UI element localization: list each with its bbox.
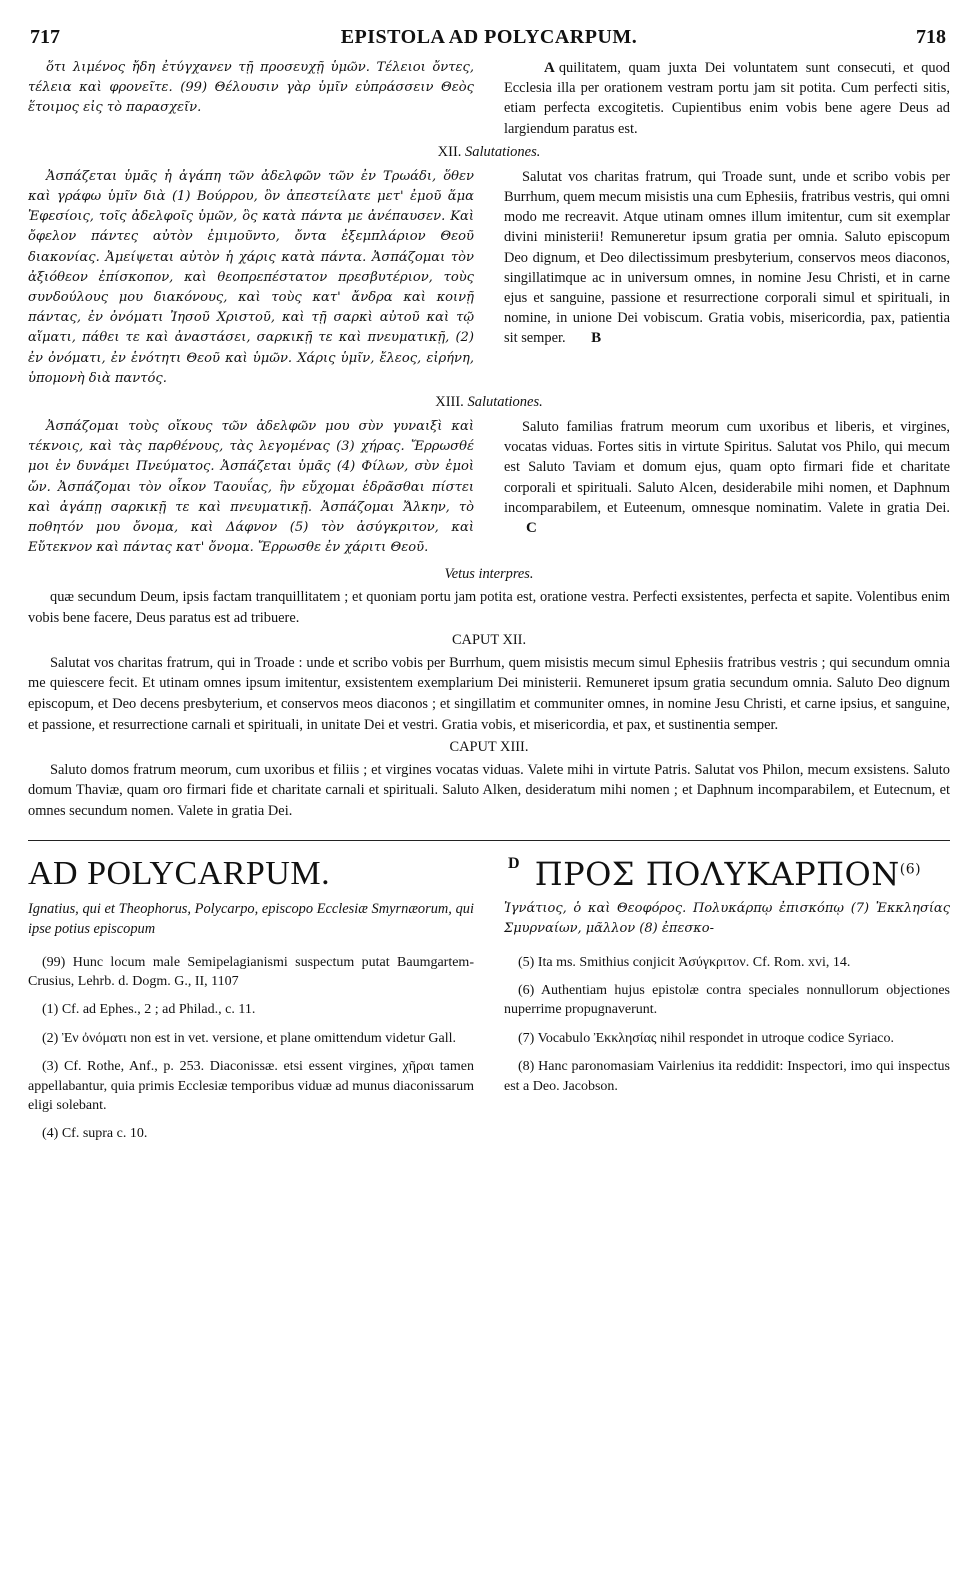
latin-column-xii xyxy=(504,167,950,389)
footnotes xyxy=(28,953,950,1153)
latin-column-top xyxy=(504,58,950,139)
footnote: (99) Hunc locum male Semipelagianismi suspectum putat Baumgartem-Crusius, Lehrb. d. Dogm. G., II, 1107 xyxy=(28,954,474,989)
running-title: EPISTOLA AD POLYCARPUM. xyxy=(340,26,638,48)
page-number-right: 718 xyxy=(916,26,946,48)
section-xiii-columns xyxy=(28,417,950,558)
greek-text: Ἀσπάζομαι τοὺς οἴκους τῶν ἀδελφῶν μου σὺν γυναιξὶ καὶ τέκνοις, καὶ τὰς παρθένους, τὰς λεγομένας (3) χήρας. Ἔρρωσθέ μοι ἐν δυνάμει Πνεύματος. Ἀσπάζεται ὑμᾶς (4) Φίλων, σὺν ἐμοὶ ὤν. Ἀσπάζομαι τὸν οἶκον Ταουΐας, ἣν εὔχομαι ἑδρᾶσθαι πίστει καὶ ἀγάπῃ σαρκικῇ τε καὶ πνευματικῇ. Ἀσπάζομαι Ἄλκην, τὸ ποθητόν μου ὄνομα, καὶ Δάφνον (5) τὸν ἀσύγκριτον, καὶ Εὔτεκνον καὶ πάντας κατ' ὄνομα. Ἔρρωσθε ἐν χάριτι Θεοῦ. xyxy=(28,419,474,556)
section-heading-xiii: XIII. Salutationes. xyxy=(435,394,543,411)
greek-text: ὅτι λιμένος ἤδη ἐτύγχανεν τῇ προσευχῇ ὑμῶν. Τέλειοι ὄντες, τέλεια καὶ φρονεῖτε. (99) Θέλουσιν γὰρ ὑμῖν εὐπράσσειν Θεὸς ἕτοιμος εἰς τὸ παρασχεῖν. xyxy=(28,60,474,116)
margin-marker: C xyxy=(526,520,537,537)
greek-column-xii xyxy=(28,167,474,389)
intro-columns xyxy=(28,893,950,953)
greek-column-top xyxy=(28,58,474,139)
footnotes-right xyxy=(504,953,950,1153)
latin-text: A quilitatem, quam juxta Dei voluntatem sunt consecuti, et quod Ecclesia illa per orationem vestram portu jam sit potita. Cum perfecti sitis, etiam perfecta excogitetis. Cupientibus enim vobis bene agere Deus ad largiendum paratus est. xyxy=(504,60,950,137)
latin-epistle-title: AD POLYCARPUM. xyxy=(28,854,331,892)
footnotes-left xyxy=(28,953,474,1153)
section-heading-xii: XII. Salutationes. xyxy=(437,143,541,160)
margin-marker: B xyxy=(591,330,602,347)
latin-column-xiii xyxy=(504,417,950,558)
margin-marker: A xyxy=(544,60,555,76)
latin-text: Salutat vos charitas fratrum, qui Troade sunt, unde et scribo vobis per Burrhum, quem mecum misistis una cum Ephesiis, fratribus vestris, qui omni modo me recreavit. Atque utinam omnes illum imitentur, cum sit exemplar divini ministerii! Remuneretur ipsum gratia per omnia. Saluto episcopum Deo dignum, et Deo dilectissimum presbyterium, conservos meos diaconos, singillatimque ac in universum omnes, in nomine Jesu Christi, et in carne ejus et sanguine, passione et resurrectione corporali simul et spirituali, in nomine, in unione Dei vobiscum. Gratia vobis, misericordia, pax, patientia sit semper. B xyxy=(504,167,950,349)
divider xyxy=(28,840,950,841)
vetus-title: Vetus interpres. xyxy=(444,566,534,583)
footnote: (2) Ἐν ὀνόματι non est in vet. versione, et plane omittendum videtur Gall. xyxy=(42,1030,457,1046)
greek-column-xiii xyxy=(28,417,474,558)
epistle-titles xyxy=(28,855,950,893)
footnote: (3) Cf. Rothe, Anf., p. 253. Diaconissæ. etsi essent virgines, χῆραι tamen appellabantur, quia primis Ecclesiæ temporibus viduæ ad munus diaconissarum eligi solebant. xyxy=(28,1059,474,1114)
greek-text: Ἀσπάζεται ὑμᾶς ἡ ἀγάπη τῶν ἀδελφῶν τῶν ἐν Τρωάδι, ὅθεν καὶ γράφω ὑμῖν διὰ (1) Βούρρου, ὃν ἀπεστείλατε μετ' ἐμοῦ ἅμα Ἐφεσίοις, τοῖς ἀδελφοῖς ὑμῶν, ὃς κατὰ πάντα με ἀνέπαυσεν. Καὶ ὄφελον πάντες αὐτὸν ἐμιμοῦντο, ὄντα ἐξεμπλάριον Θεοῦ διακονίας. Ἀμείψεται αὐτὸν ἡ χάρις κατὰ πάντα. Ἀσπάζομαι τὸν ἀξιόθεον ἐπίσκοπον, καὶ θεοπρεπέστατον πρεσβυτέριον, τοὺς συνδούλους μου διακόνους, καὶ τοὺς κατ' ἄνδρα καὶ κοινῇ πάντας, ἐν ὀνόματι Ἰησοῦ Χριστοῦ, καὶ τῇ σαρκὶ αὐτοῦ καὶ τῷ αἵματι, πάθει τε καὶ ἀναστάσει, σαρκικῇ τε καὶ πνευματικῇ, (2) ἐν ὀνόματι, ἐν ἑνότητι Θεοῦ καὶ ὑμῶν. Χάρις ὑμῖν, ἔλεος, εἰρήνη, ὑπομονὴ διὰ παντός. xyxy=(28,168,474,386)
latin-intro: Ignatius, qui et Theophorus, Polycarpo, episcopo Ecclesiæ Smyrnæorum, qui ipse potius episcopum xyxy=(28,900,474,937)
page xyxy=(28,18,950,1153)
page-number-left: 717 xyxy=(30,26,60,48)
caput-xii-heading: CAPUT XII. xyxy=(451,632,527,649)
footnote: (7) Vocabulo Ἐκκλησίας nihil respondet in utroque codice Syriaco. xyxy=(518,1030,895,1046)
vetus-paragraph-1: quæ secundum Deum, ipsis factam tranquillitatem ; et quoniam portu jam potita est, oratione vestra. Perfecti exsistentes, perfecta et sapite. Volentibus enim vobis bene facere, Deus paratus est ad tribuere. xyxy=(28,589,950,626)
vetus-interpres xyxy=(28,564,950,821)
greek-intro: Ἰγνάτιος, ὁ καὶ Θεοφόρος. Πολυκάρπῳ ἐπισκόπῳ (7) Ἐκκλησίας Σμυρναίων, μᾶλλον (8) ἐπεσκο- xyxy=(504,900,950,936)
footnote: (8) Hanc paronomasiam Vairlenius ita reddidit: Inspectori, imo qui inspectus est a Deo. Jacobson. xyxy=(504,1059,950,1094)
vetus-paragraph-3: Saluto domos fratrum meorum, cum uxoribus et filiis ; et virgines vocatas viduas. Valete mihi in virtute Patris. Salutat vos Philon, mecum exsistens. Saluto domum Thaviæ, quam oro firmari fide et charitate carnali et spirituali. Saluto Alken, desideratum mihi nomen ; et Daphnum incomparabilem, et Eutecnum, et omnes secundum nomen. Valete in gratia Dei. xyxy=(28,761,950,819)
latin-text: Saluto familias fratrum meorum cum uxoribus et liberis, et virgines, vocatas viduas. Fortes sitis in virtute Spiritus. Salutat vos Philo, qui mecum est Saluto Taviam et domum ejus, quam opto firmari fide et charitate corporali et spirituali. Saluto Alcen, desiderabile mihi nomen, et Daphnum incomparabilem, et Euteenum, omnesque nominatim. Valete in gratia Dei. C xyxy=(504,417,950,538)
footnote: (4) Cf. supra c. 10. xyxy=(42,1126,148,1142)
top-columns xyxy=(28,58,950,139)
footnote: (5) Ita ms. Smithius conjicit Ἀσύγκριτον. Cf. Rom. xvi, 14. xyxy=(518,954,851,970)
page-header xyxy=(28,18,950,58)
greek-epistle-title: D ΠΡΟΣ ΠΟΛΥΚΑΡΠΟΝ$^{(6)}$ xyxy=(508,854,922,893)
caput-xiii-heading: CAPUT XIII. xyxy=(449,739,529,756)
section-xii-columns xyxy=(28,167,950,389)
footnote: (1) Cf. ad Ephes., 2 ; ad Philad., c. 11. xyxy=(42,1002,256,1018)
vetus-paragraph-2: Salutat vos charitas fratrum, qui in Troade : unde et scribo vobis per Burrhum, quem misistis mecum simul Ephesiis fratribus vestris ; qui secundum omnia me quiescere fecit. Et utinam omnes ipsum imitentur, exsistentem exemplarium Dei ministerii. Remuneret ipsum gratia secundum omnia. Saluto Deo dignum episcopum, et Deo decens presbyterium, et conservos meos diaconos ; et singillatim et communiter omnes, in nomine Jesu Christi, et carne ipsius, et sanguine, et passione, et resurrectione carnali et spirituali, in unitate Dei et vestri. Gratia vobis, et misericordia, et pax, et sustinentia semper. xyxy=(28,654,950,733)
footnote: (6) Authentiam hujus epistolæ contra speciales nonnullorum objectiones nuperrime propugnaverunt. xyxy=(504,983,950,1018)
margin-marker: D xyxy=(508,854,521,872)
